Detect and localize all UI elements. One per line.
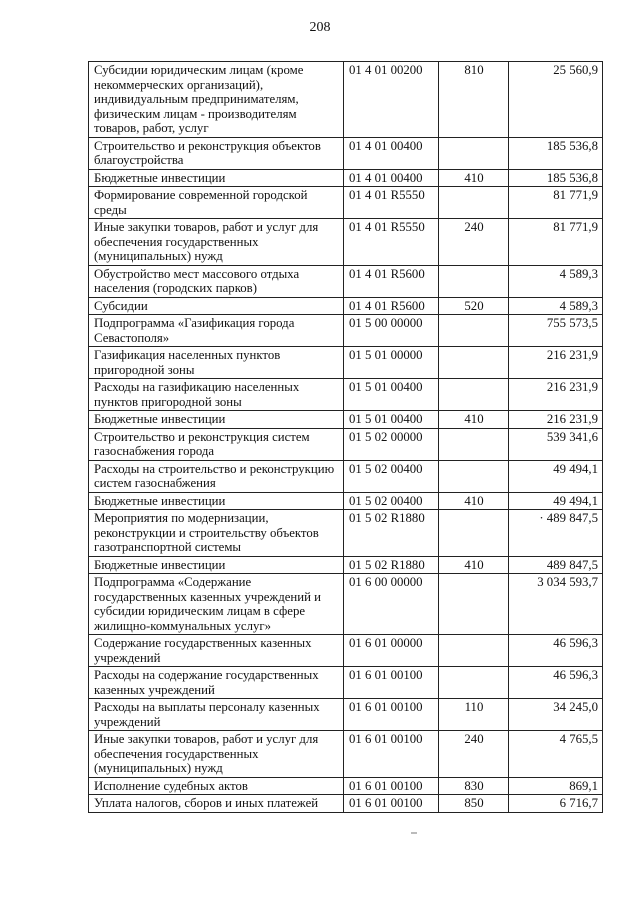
row-code-cell: 01 5 01 00000 — [344, 347, 439, 379]
page-number: 208 — [309, 20, 331, 35]
table-row — [89, 460, 603, 492]
budget-table — [88, 61, 603, 813]
row-expense-type-cell — [439, 265, 509, 297]
row-amount-cell: 81 771,9 — [509, 219, 603, 266]
row-expense-type-cell — [439, 379, 509, 411]
row-amount-cell: 4 589,3 — [509, 265, 603, 297]
row-name-cell: Бюджетные инвестиции — [89, 411, 344, 429]
row-code-cell: 01 6 01 00100 — [344, 777, 439, 795]
row-name-cell: Расходы на строительство и реконструкцию систем газоснабжения — [89, 460, 344, 492]
budget-table-body — [89, 62, 603, 813]
row-name-cell: Расходы на выплаты персоналу казенных учреждений — [89, 699, 344, 731]
row-name-cell: Субсидии — [89, 297, 344, 315]
row-code-cell: 01 4 01 00400 — [344, 137, 439, 169]
table-row — [89, 667, 603, 699]
row-expense-type-cell: 520 — [439, 297, 509, 315]
row-expense-type-cell — [439, 187, 509, 219]
row-amount-cell: 49 494,1 — [509, 460, 603, 492]
row-name-cell: Иные закупки товаров, работ и услуг для обеспечения государственных (муниципальных) нужд — [89, 731, 344, 778]
table-row — [89, 347, 603, 379]
table-row — [89, 699, 603, 731]
row-amount-cell: 869,1 — [509, 777, 603, 795]
row-name-cell: Уплата налогов, сборов и иных платежей — [89, 795, 344, 813]
stray-mark — [411, 832, 417, 834]
row-name-cell: Газификация населенных пунктов пригородной зоны — [89, 347, 344, 379]
row-name-cell: Подпрограмма «Газификация города Севастополя» — [89, 315, 344, 347]
row-code-cell: 01 5 02 R1880 — [344, 556, 439, 574]
row-code-cell: 01 4 01 R5550 — [344, 187, 439, 219]
table-row — [89, 795, 603, 813]
row-amount-cell: 539 341,6 — [509, 428, 603, 460]
row-amount-cell: 216 231,9 — [509, 411, 603, 429]
row-name-cell: Подпрограмма «Содержание государственных казенных учреждений и субсидии юридическим лицам в сфере жилищно-коммунальных услуг» — [89, 574, 344, 635]
row-name-cell: Расходы на содержание государственных казенных учреждений — [89, 667, 344, 699]
table-row — [89, 315, 603, 347]
row-expense-type-cell — [439, 460, 509, 492]
row-expense-type-cell — [439, 428, 509, 460]
row-name-cell: Формирование современной городской среды — [89, 187, 344, 219]
table-row — [89, 219, 603, 266]
table-row — [89, 635, 603, 667]
row-code-cell: 01 5 00 00000 — [344, 315, 439, 347]
table-row — [89, 428, 603, 460]
row-name-cell: Бюджетные инвестиции — [89, 556, 344, 574]
row-expense-type-cell — [439, 667, 509, 699]
row-amount-cell: 489 847,5 — [509, 556, 603, 574]
row-amount-cell: 81 771,9 — [509, 187, 603, 219]
table-row — [89, 777, 603, 795]
row-code-cell: 01 5 02 R1880 — [344, 510, 439, 557]
table-row — [89, 169, 603, 187]
row-code-cell: 01 5 01 00400 — [344, 379, 439, 411]
row-amount-cell: 4 589,3 — [509, 297, 603, 315]
row-expense-type-cell: 850 — [439, 795, 509, 813]
row-expense-type-cell: 830 — [439, 777, 509, 795]
row-code-cell: 01 6 01 00100 — [344, 699, 439, 731]
row-code-cell: 01 4 01 R5550 — [344, 219, 439, 266]
row-amount-cell: 3 034 593,7 — [509, 574, 603, 635]
row-code-cell: 01 6 00 00000 — [344, 574, 439, 635]
row-amount-cell: 216 231,9 — [509, 379, 603, 411]
table-row — [89, 492, 603, 510]
row-name-cell: Строительство и реконструкция систем газоснабжения города — [89, 428, 344, 460]
row-expense-type-cell: 240 — [439, 731, 509, 778]
table-row — [89, 411, 603, 429]
row-code-cell: 01 5 02 00000 — [344, 428, 439, 460]
table-row — [89, 379, 603, 411]
row-expense-type-cell — [439, 347, 509, 379]
row-expense-type-cell: 810 — [439, 62, 509, 138]
row-expense-type-cell: 410 — [439, 411, 509, 429]
table-row — [89, 265, 603, 297]
row-amount-cell: 49 494,1 — [509, 492, 603, 510]
table-row — [89, 731, 603, 778]
row-code-cell: 01 4 01 00400 — [344, 169, 439, 187]
row-amount-cell: 185 536,8 — [509, 137, 603, 169]
row-amount-cell: · 489 847,5 — [509, 510, 603, 557]
row-expense-type-cell: 410 — [439, 169, 509, 187]
row-name-cell: Обустройство мест массового отдыха населения (городских парков) — [89, 265, 344, 297]
row-name-cell: Иные закупки товаров, работ и услуг для обеспечения государственных (муниципальных) нужд — [89, 219, 344, 266]
table-row — [89, 137, 603, 169]
row-code-cell: 01 4 01 R5600 — [344, 297, 439, 315]
table-row — [89, 556, 603, 574]
row-amount-cell: 185 536,8 — [509, 169, 603, 187]
row-expense-type-cell — [439, 315, 509, 347]
row-amount-cell: 46 596,3 — [509, 635, 603, 667]
row-name-cell: Мероприятия по модернизации, реконструкции и строительству объектов газотранспортной системы — [89, 510, 344, 557]
table-row — [89, 62, 603, 138]
row-code-cell: 01 6 01 00100 — [344, 795, 439, 813]
row-amount-cell: 755 573,5 — [509, 315, 603, 347]
row-name-cell: Содержание государственных казенных учреждений — [89, 635, 344, 667]
row-code-cell: 01 5 02 00400 — [344, 492, 439, 510]
row-name-cell: Бюджетные инвестиции — [89, 169, 344, 187]
table-row — [89, 187, 603, 219]
row-amount-cell: 4 765,5 — [509, 731, 603, 778]
row-amount-cell: 46 596,3 — [509, 667, 603, 699]
row-amount-cell: 25 560,9 — [509, 62, 603, 138]
row-expense-type-cell: 240 — [439, 219, 509, 266]
row-name-cell: Строительство и реконструкция объектов благоустройства — [89, 137, 344, 169]
row-amount-cell: 216 231,9 — [509, 347, 603, 379]
table-row — [89, 510, 603, 557]
row-name-cell: Расходы на газификацию населенных пунктов пригородной зоны — [89, 379, 344, 411]
row-amount-cell: 6 716,7 — [509, 795, 603, 813]
row-expense-type-cell: 110 — [439, 699, 509, 731]
row-name-cell: Субсидии юридическим лицам (кроме некоммерческих организаций), индивидуальным предпринимателям, физическим лицам - производителям товаров, работ, услуг — [89, 62, 344, 138]
table-row — [89, 574, 603, 635]
row-expense-type-cell — [439, 510, 509, 557]
row-name-cell: Бюджетные инвестиции — [89, 492, 344, 510]
row-code-cell: 01 4 01 00200 — [344, 62, 439, 138]
row-code-cell: 01 4 01 R5600 — [344, 265, 439, 297]
row-expense-type-cell: 410 — [439, 492, 509, 510]
row-code-cell: 01 6 01 00100 — [344, 731, 439, 778]
row-expense-type-cell — [439, 635, 509, 667]
row-amount-cell: 34 245,0 — [509, 699, 603, 731]
row-code-cell: 01 5 01 00400 — [344, 411, 439, 429]
row-code-cell: 01 6 01 00000 — [344, 635, 439, 667]
table-row — [89, 297, 603, 315]
row-expense-type-cell — [439, 137, 509, 169]
row-code-cell: 01 6 01 00100 — [344, 667, 439, 699]
row-name-cell: Исполнение судебных актов — [89, 777, 344, 795]
row-expense-type-cell: 410 — [439, 556, 509, 574]
row-code-cell: 01 5 02 00400 — [344, 460, 439, 492]
row-expense-type-cell — [439, 574, 509, 635]
